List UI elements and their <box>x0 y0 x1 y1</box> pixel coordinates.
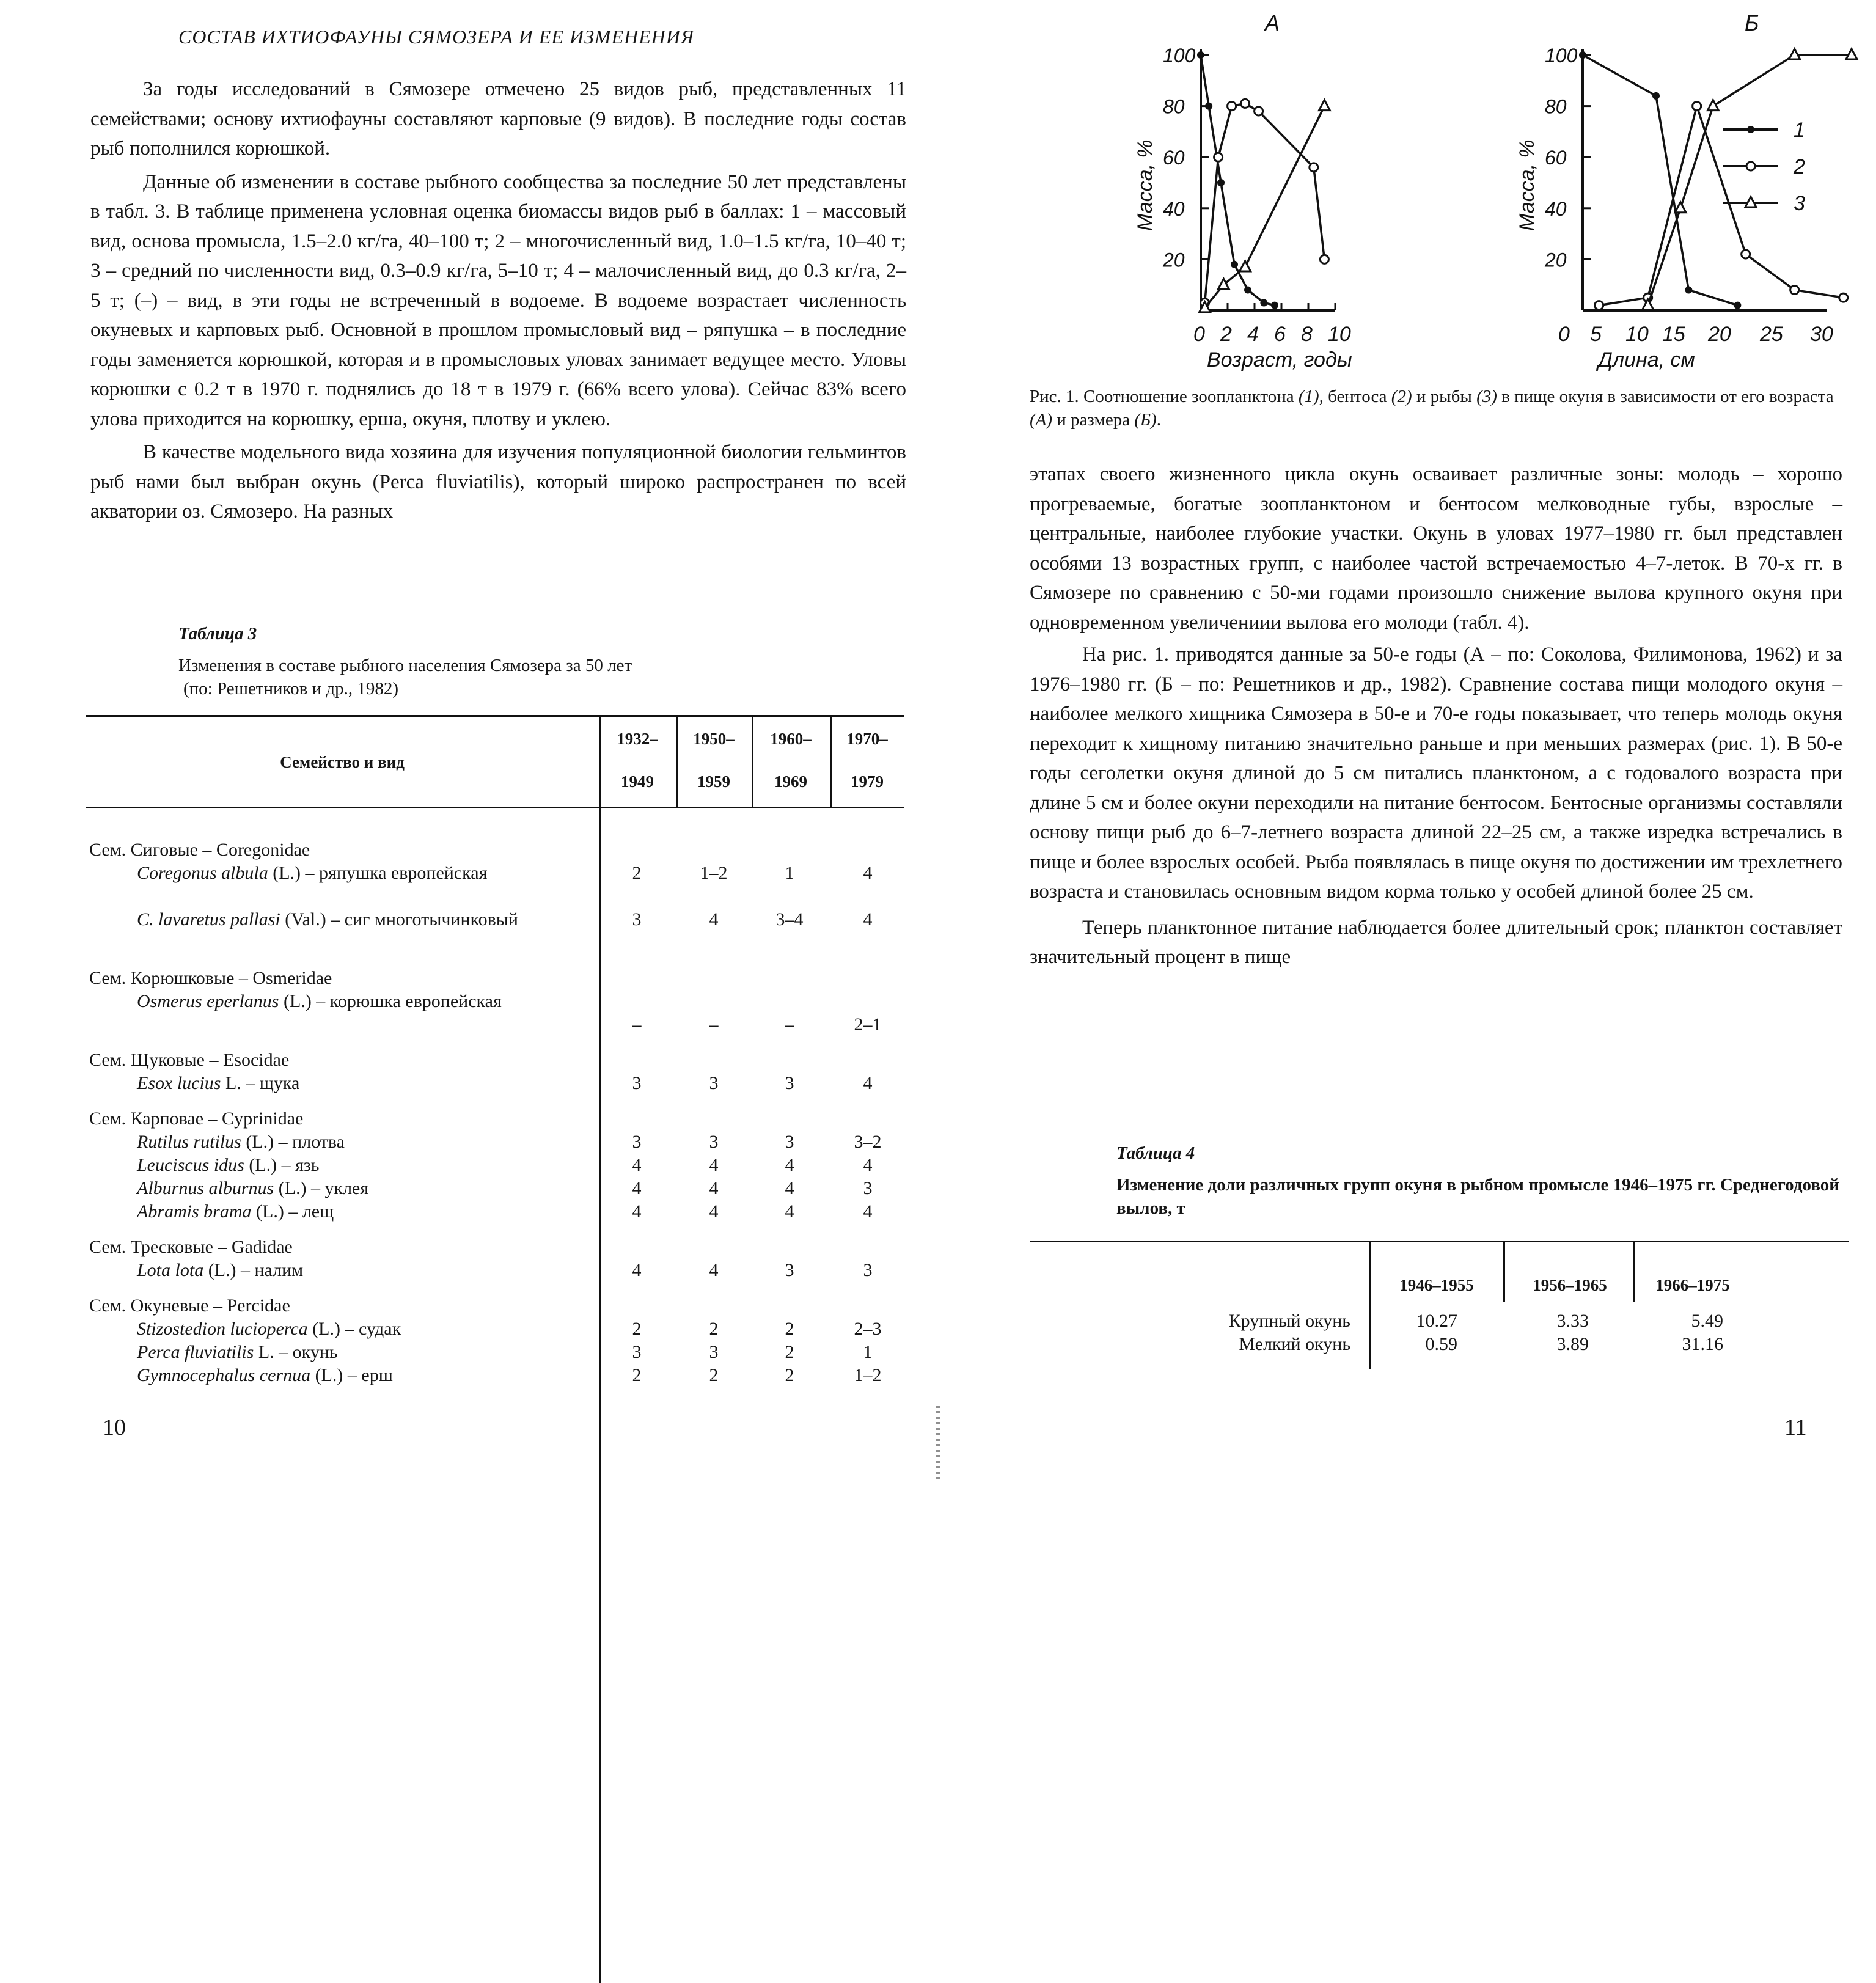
table3-score-cell: 3 <box>785 1260 794 1280</box>
table4-number: Таблица 4 <box>1116 1143 1195 1163</box>
paragraph: На рис. 1. приводятся данные за 50-е годы (А – по: Соколова, Филимонова, 1962) и за 1976–1980 гг. (Б – по: Решетников и др., 1982). Сравнение состава пищи молодого окуня – наиболее мелкого хищника Сямозера в 50-е и 70-е годы показывает, что теперь молодь окуня переходит к хищному питанию значительно раньше и при меньших размерах (рис. 1). В 50-е годы сеголетки окуня длиной до 5 см питались планктоном, а с годовалого возраста при длине 5 см и более окуни переходили на питание бентосом. Бентосные организмы составляли основу пищи рыб до 6–7-летнего возраста длиной 22–25 см, а также изредка встречались в пище и более взрослых особей. Рыба появлялась в пище окуня по достижении им трехлетнего возраста и становилась основным видом корма только у особей длиной более 25 см. <box>1030 643 1842 903</box>
series-2-point <box>1595 301 1603 310</box>
series-1-point <box>1197 51 1204 59</box>
table3-period-start: 1950– <box>693 730 735 748</box>
species-common-name: (L.) – ряпушка европейская <box>268 863 488 883</box>
table4-period-header: 1956–1965 <box>1533 1276 1607 1294</box>
table3-score-cell: 4 <box>632 1178 642 1198</box>
series-1-point <box>1579 51 1586 59</box>
species-latin-name: Coregonus albula <box>137 863 268 883</box>
y-tick-label: 80 <box>1163 95 1185 118</box>
y-tick-label: 60 <box>1545 147 1567 169</box>
figure-caption: Рис. 1. Соотношение зоопланктона (1), бентоса (2) и рыбы (3) в пище окуня в зависимости от его возраста (А) и размера (Б). <box>1030 387 1834 430</box>
table4-period-header: 1966–1975 <box>1655 1276 1730 1294</box>
series-1-point <box>1205 103 1212 110</box>
table3-score-cell: 4 <box>863 1073 873 1093</box>
series-1-point <box>1260 299 1267 306</box>
table4-value-cell: 0.59 <box>1425 1334 1457 1354</box>
table3-score-cell: 4 <box>709 909 719 929</box>
page-number: 10 <box>103 1415 126 1440</box>
species-latin-name: Stizostedion lucioperca <box>137 1319 308 1339</box>
y-tick-label: 60 <box>1163 147 1185 169</box>
species-common-name: (Val.) – сиг многотычинковый <box>280 909 518 929</box>
x-tick-label: 0 <box>1558 323 1570 346</box>
series-3-point <box>1319 100 1330 111</box>
y-tick-label: 40 <box>1545 197 1567 220</box>
x-tick-label: 8 <box>1301 323 1313 346</box>
x-tick-label: 10 <box>1625 323 1649 346</box>
species-latin-name: Lota lota <box>137 1260 204 1280</box>
table4-period-header: 1946–1955 <box>1399 1276 1474 1294</box>
table3-source: (по: Решетников и др., 1982) <box>183 679 399 698</box>
legend-label: 3 <box>1794 192 1805 215</box>
table4-caption <box>1116 1142 1850 1220</box>
table3-score-cell: 3 <box>632 909 642 929</box>
table3-col-header: Семейство и вид <box>280 753 405 771</box>
y-tick-label: 20 <box>1545 249 1567 271</box>
species-common-name: (L.) – налим <box>203 1260 304 1280</box>
family-name: Сем. Тресковые – Gadidae <box>89 1237 293 1257</box>
series-2-line <box>1599 106 1844 306</box>
table4-value-cell: 3.33 <box>1556 1311 1589 1331</box>
table3-score-cell: 3 <box>709 1342 719 1362</box>
series-2-point <box>1241 99 1250 108</box>
table3-period-end: 1979 <box>851 772 884 791</box>
table3-score-cell: 3–4 <box>775 909 804 929</box>
table3-score-cell: 1 <box>863 1342 873 1362</box>
table3-score-cell: 3 <box>709 1073 719 1093</box>
series-2-point <box>1693 102 1701 111</box>
table3-score-cell: 2 <box>785 1342 794 1362</box>
species-common-name: L. – окунь <box>254 1342 338 1362</box>
table4-value-cell: 5.49 <box>1691 1311 1723 1331</box>
table3-period-start: 1970– <box>846 730 888 748</box>
table3-score-cell: 3 <box>785 1132 794 1152</box>
table3-score-cell: 3 <box>709 1132 719 1152</box>
panel-label: А <box>1265 10 1280 35</box>
y-tick-label: 40 <box>1163 197 1185 220</box>
table3-score-cell: 3 <box>863 1260 873 1280</box>
table4-value-cell: 10.27 <box>1416 1311 1457 1331</box>
series-2-line <box>1205 103 1325 302</box>
x-tick-label: 6 <box>1274 323 1286 346</box>
table3-number: Таблица 3 <box>178 624 257 643</box>
species-common-name: (L.) – плотва <box>241 1132 345 1152</box>
table3-score-cell: 4 <box>863 863 873 883</box>
table3-period-end: 1949 <box>621 772 654 791</box>
table3-period-start: 1932– <box>617 730 658 748</box>
table3-score-cell: 3 <box>863 1178 873 1198</box>
table3-score-cell: 3 <box>785 1073 794 1093</box>
family-name: Сем. Карповае – Cyprinidae <box>89 1109 304 1129</box>
legend-label: 1 <box>1794 119 1805 142</box>
x-tick-label: 30 <box>1810 323 1833 346</box>
table3-period-end: 1969 <box>774 772 807 791</box>
table3-score-cell: – <box>632 1014 642 1035</box>
running-head: СОСТАВ ИХТИОФАУНЫ СЯМОЗЕРА И ЕЕ ИЗМЕНЕНИЯ <box>178 26 695 48</box>
y-axis-label: Масса, % <box>1134 139 1157 231</box>
table3-score-cell: 4 <box>709 1201 719 1222</box>
table3-score-cell: 4 <box>632 1260 642 1280</box>
page-number: 11 <box>1784 1415 1807 1440</box>
table4-value-cell: 3.89 <box>1556 1334 1589 1354</box>
series-2-point <box>1320 255 1328 263</box>
species-latin-name: Esox lucius <box>137 1073 221 1093</box>
y-axis-label: Масса, % <box>1515 139 1539 231</box>
x-tick-label: 10 <box>1328 323 1351 346</box>
table3-score-cell: 4 <box>709 1260 719 1280</box>
table3-score-cell: 2 <box>632 863 642 883</box>
table3-caption <box>178 622 851 700</box>
y-tick-label: 80 <box>1545 95 1567 118</box>
family-name: Сем. Щуковые – Esocidae <box>89 1050 290 1070</box>
species-latin-name: Gymnocephalus cernua <box>137 1365 311 1385</box>
species-latin-name: Rutilus rutilus <box>137 1132 241 1152</box>
species-common-name: (L.) – уклея <box>274 1178 369 1198</box>
series-1-point <box>1271 302 1278 309</box>
left-body-text <box>90 75 906 527</box>
table3-score-cell: 2 <box>709 1319 719 1339</box>
paragraph: Данные об изменении в составе рыбного сообщества за последние 50 лет представлены в табл. 3. В таблице применена условная оценка биомассы видов рыб в баллах: 1 – массовый вид, основа промысла, 1.5–2.0 кг/га, 40–100 т; 2 – многочисленный вид, 1.0–1.5 кг/га, 10–40 т; 3 – средний по численности вид, 0.3–0.9 кг/га, 5–10 т; 4 – малочисленный вид, до 0.3 кг/га, 2–5 т; (–) – вид, в эти годы не встреченный в водоеме. В водоеме возрастает численность окуневых и карповых рыб. Основной в прошлом промысловый вид – ряпушка – в последние годы заменяется корюшкой, которая и в промысловых уловах занимает ведущее место. Уловы корюшки с 0.2 т в 1970 г. поднялись до 18 т в 1979 г. (66% всего улова). Сейчас 83% всего улова приходится на корюшку, ерша, окуня, плотву и уклею. <box>90 170 906 430</box>
table4-value-cell: 31.16 <box>1682 1334 1723 1354</box>
table3-score-cell: 2 <box>709 1365 719 1385</box>
species-common-name: (L.) – корюшка европейская <box>279 991 502 1011</box>
table3-score-cell: 2 <box>785 1319 794 1339</box>
x-tick-label: 25 <box>1760 323 1783 346</box>
species-common-name: (L.) – язь <box>244 1155 320 1175</box>
table3-period-start: 1960– <box>770 730 812 748</box>
x-axis-label: Возраст, годы <box>1207 348 1352 372</box>
legend-label: 2 <box>1794 155 1805 178</box>
series-2-point <box>1214 153 1223 161</box>
paragraph: Теперь планктонное питание наблюдается более длительный срок; планктон составляет значительный процент в пище <box>1030 916 1842 968</box>
paragraph: В качестве модельного вида хозяина для изучения популяционной биологии гельминтов рыб нами был выбран окунь (Perca fluviatilis), который широко распространен по всей акватории оз. Сямозеро. На разных <box>90 441 906 522</box>
series-2-point <box>1228 102 1236 111</box>
series-1-point <box>1244 287 1251 294</box>
species-latin-name: Leuciscus idus <box>137 1155 244 1175</box>
table3-score-cell: 3–2 <box>854 1132 882 1152</box>
species-latin-name: C. lavaretus pallasi <box>137 909 280 929</box>
panel-label: Б <box>1745 10 1759 35</box>
species-latin-name: Osmerus eperlanus <box>137 991 279 1011</box>
legend-marker <box>1746 162 1755 170</box>
series-3-point <box>1240 261 1251 271</box>
species-latin-name: Perca fluviatilis <box>137 1342 254 1362</box>
x-tick-label: 15 <box>1662 323 1685 346</box>
series-1-line <box>1201 55 1275 306</box>
series-3-point <box>1675 202 1686 213</box>
table3-score-cell: 4 <box>709 1155 719 1175</box>
species-common-name: (L.) – судак <box>307 1319 401 1339</box>
x-axis-label: Длина, см <box>1598 348 1695 372</box>
right-page <box>938 0 1876 1479</box>
table3-score-cell: 4 <box>785 1201 794 1222</box>
series-1-point <box>1652 92 1660 100</box>
right-body-text <box>1030 460 1842 972</box>
table3-score-cell: 3 <box>632 1342 642 1362</box>
table3-score-cell: 2–1 <box>854 1014 882 1035</box>
family-name: Сем. Окуневые – Percidae <box>89 1296 290 1316</box>
species-common-name: (L.) – лещ <box>251 1201 334 1222</box>
x-tick-label: 20 <box>1708 323 1731 346</box>
family-name: Сем. Сиговые – Coregonidae <box>89 840 310 860</box>
x-tick-label: 4 <box>1247 323 1259 346</box>
table3-score-cell: 1 <box>785 863 794 883</box>
table3-score-cell: 2 <box>785 1365 794 1385</box>
table4-row-label: Мелкий окунь <box>1239 1334 1350 1354</box>
table3-title: Изменения в составе рыбного населения Сямозера за 50 лет <box>178 656 632 675</box>
table3-score-cell: 4 <box>709 1178 719 1198</box>
y-tick-label: 20 <box>1163 249 1185 271</box>
paragraph: За годы исследований в Сямозере отмечено 25 видов рыб, представленных 11 семействами; основу ихтиофауны составляют карповые (9 видов). В последние годы состав рыб пополнился корюшкой. <box>90 78 906 159</box>
series-1-point <box>1231 261 1238 268</box>
species-latin-name: Alburnus alburnus <box>137 1178 274 1198</box>
series-1-point <box>1217 179 1225 186</box>
species-latin-name: Abramis brama <box>137 1201 252 1222</box>
series-1-point <box>1685 287 1692 294</box>
table3-score-cell: 4 <box>785 1178 794 1198</box>
x-tick-label: 5 <box>1590 323 1602 346</box>
left-page <box>0 0 938 1479</box>
table3-score-cell: 4 <box>863 1155 873 1175</box>
table3-score-cell: 3 <box>632 1132 642 1152</box>
table3-period-end: 1959 <box>697 772 730 791</box>
table3-score-cell: 4 <box>632 1155 642 1175</box>
x-tick-label: 0 <box>1193 323 1205 346</box>
series-2-point <box>1742 250 1750 258</box>
species-common-name: L. – щука <box>221 1073 300 1093</box>
legend-marker <box>1747 126 1754 133</box>
table3-score-cell: 4 <box>632 1201 642 1222</box>
table3-score-cell: 2–3 <box>854 1319 882 1339</box>
table3-score-cell: 1–2 <box>854 1365 882 1385</box>
table3-score-cell: 1–2 <box>700 863 728 883</box>
figure-1 <box>938 0 1876 391</box>
paragraph: этапах своего жизненного цикла окунь осваивает различные зоны: молодь – хорошо прогреваемые, богатые зоопланктоном и бентосом мелководные губы, взрослые – центральные, наиболее глубокие участки. Окунь в уловах 1977–1980 гг. был представлен особями 13 возрастных групп, с наиболее частой встречаемостью 4–7-леток. В 70-х гг. в Сямозере по сравнению с 50-ми годами произошло снижение вылова крупного окуня при одновременном увеличениии вылова его молоди (табл. 4). <box>1030 463 1842 634</box>
table3-score-cell: 4 <box>863 1201 873 1222</box>
table4-row-label: Крупный окунь <box>1228 1311 1350 1331</box>
table3-score-cell: 4 <box>863 909 873 929</box>
table3-score-cell: 2 <box>632 1319 642 1339</box>
table3-score-cell: 3 <box>632 1073 642 1093</box>
species-common-name: (L.) – ерш <box>310 1365 393 1385</box>
family-name: Сем. Корюшковые – Osmeridae <box>89 968 332 988</box>
series-2-point <box>1255 107 1263 115</box>
x-tick-label: 2 <box>1220 323 1232 346</box>
table3-score-cell: – <box>709 1014 719 1035</box>
y-tick-label: 100 <box>1163 45 1196 67</box>
y-tick-label: 100 <box>1545 45 1578 67</box>
table3-score-cell: 2 <box>632 1365 642 1385</box>
series-2-point <box>1790 286 1799 295</box>
table4-title: Изменение доли различных групп окуня в рыбном промысле 1946–1975 гг. Среднегодовой вылов, т <box>1116 1175 1839 1218</box>
table3-score-cell: – <box>785 1014 794 1035</box>
series-3-point <box>1707 100 1718 111</box>
table3-score-cell: 4 <box>785 1155 794 1175</box>
series-2-point <box>1839 293 1848 302</box>
series-2-point <box>1310 163 1318 172</box>
series-1-point <box>1734 302 1741 309</box>
